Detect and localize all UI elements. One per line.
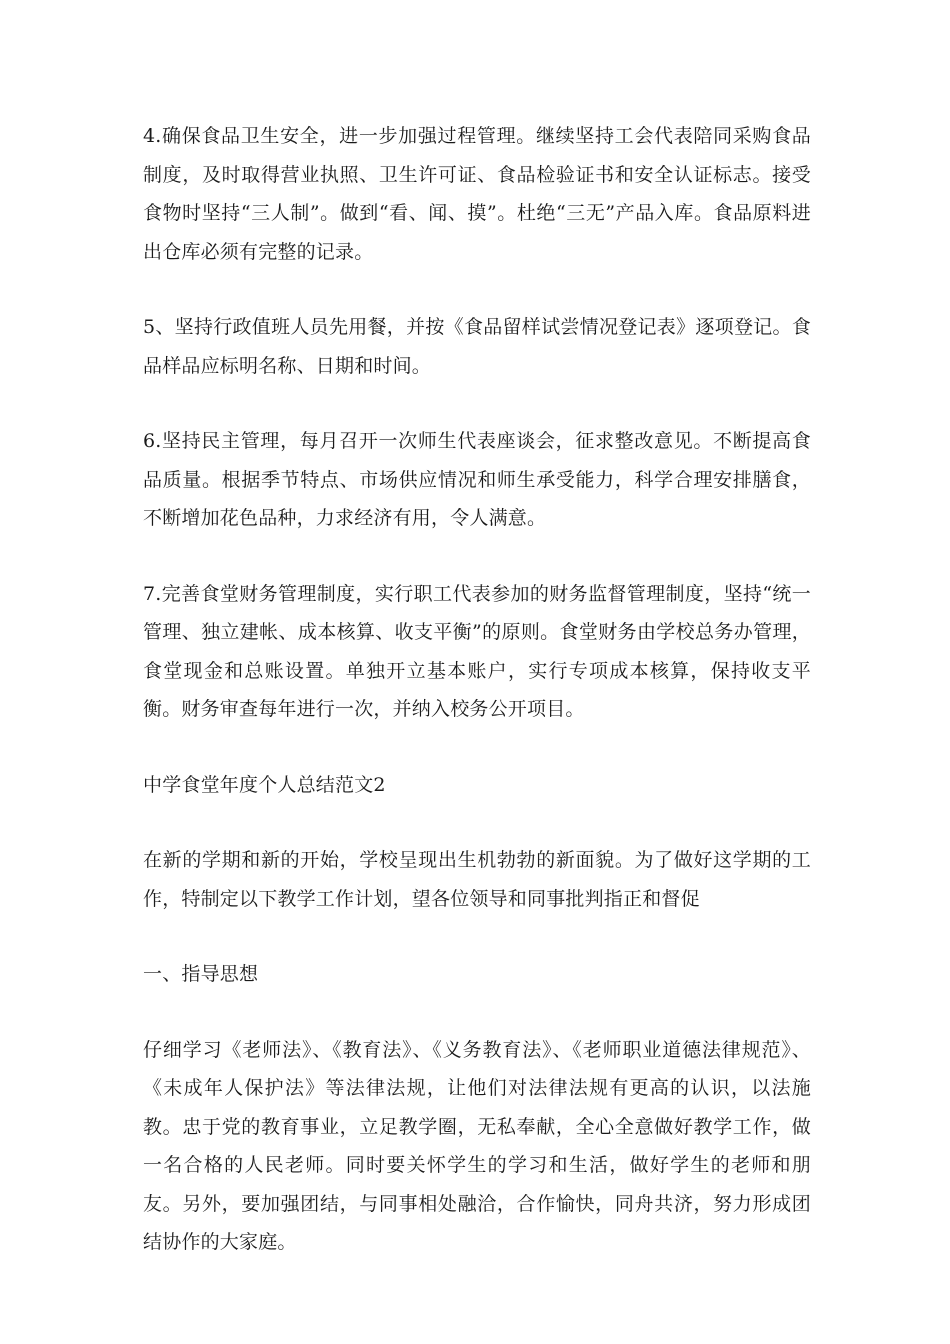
intro-paragraph: 在新的学期和新的开始，学校呈现出生机勃勃的新面貌。为了做好这学期的工作，特制定以下教学工作计划，望各位领导和同事批判指正和督促 (143, 849, 811, 910)
paragraph-gap (143, 804, 811, 841)
paragraph-gap (143, 385, 811, 422)
guiding-ideology-paragraph: 仔细学习《老师法》、《教育法》、《义务教育法》、《老师职业道德法律规范》、《未成年人保护法》等法律法规，让他们对法律法规有更高的认识，以法施教。忠于党的教育事业，立足教学圈，无私奉献，全心全意做好教学工作，做一名合格的人民老师。同时要关怀学生的学习和生活，做好学生的老师和朋友。另外，要加强团结，与同事相处融洽，合作愉快，同舟共济，努力形成团结协作的大家庭。 (143, 1038, 811, 1253)
paragraph-gap (143, 729, 811, 766)
paragraph-gap (143, 918, 811, 955)
document-body (143, 117, 811, 1262)
paragraph-gap (143, 538, 811, 575)
section-title: 中学食堂年度个人总结范文2 (143, 773, 386, 796)
paragraph-item-6-democratic-management: 6.坚持民主管理，每月召开一次师生代表座谈会，征求整改意见。不断提高食品质量。根据季节特点、市场供应情况和师生承受能力，科学合理安排膳食，不断增加花色品种，力求经济有用，令人满意。 (143, 430, 811, 529)
paragraph-gap (143, 271, 811, 308)
paragraph-gap (143, 994, 811, 1031)
paragraph-item-4-food-safety: 4.确保食品卫生安全，进一步加强过程管理。继续坚持工会代表陪同采购食品制度，及时取得营业执照、卫生许可证、食品检验证书和安全认证标志。接受食物时坚持“三人制”。做到“看、闻、摸”。杜绝“三无”产品入库。食品原料进出仓库必须有完整的记录。 (143, 125, 811, 263)
paragraph-item-7-finance-management: 7.完善食堂财务管理制度，实行职工代表参加的财务监督管理制度，坚持“统一管理、独立建帐、成本核算、收支平衡”的原则。食堂财务由学校总务办管理，食堂现金和总账设置。单独开立基本账户，实行专项成本核算，保持收支平衡。财务审查每年进行一次，并纳入校务公开项目。 (143, 582, 811, 720)
paragraph-item-5-duty-staff: 5、坚持行政值班人员先用餐，并按《食品留样试尝情况登记表》逐项登记。食品样品应标明名称、日期和时间。 (143, 316, 811, 377)
subheading-guiding-ideology: 一、指导思想 (143, 963, 259, 985)
